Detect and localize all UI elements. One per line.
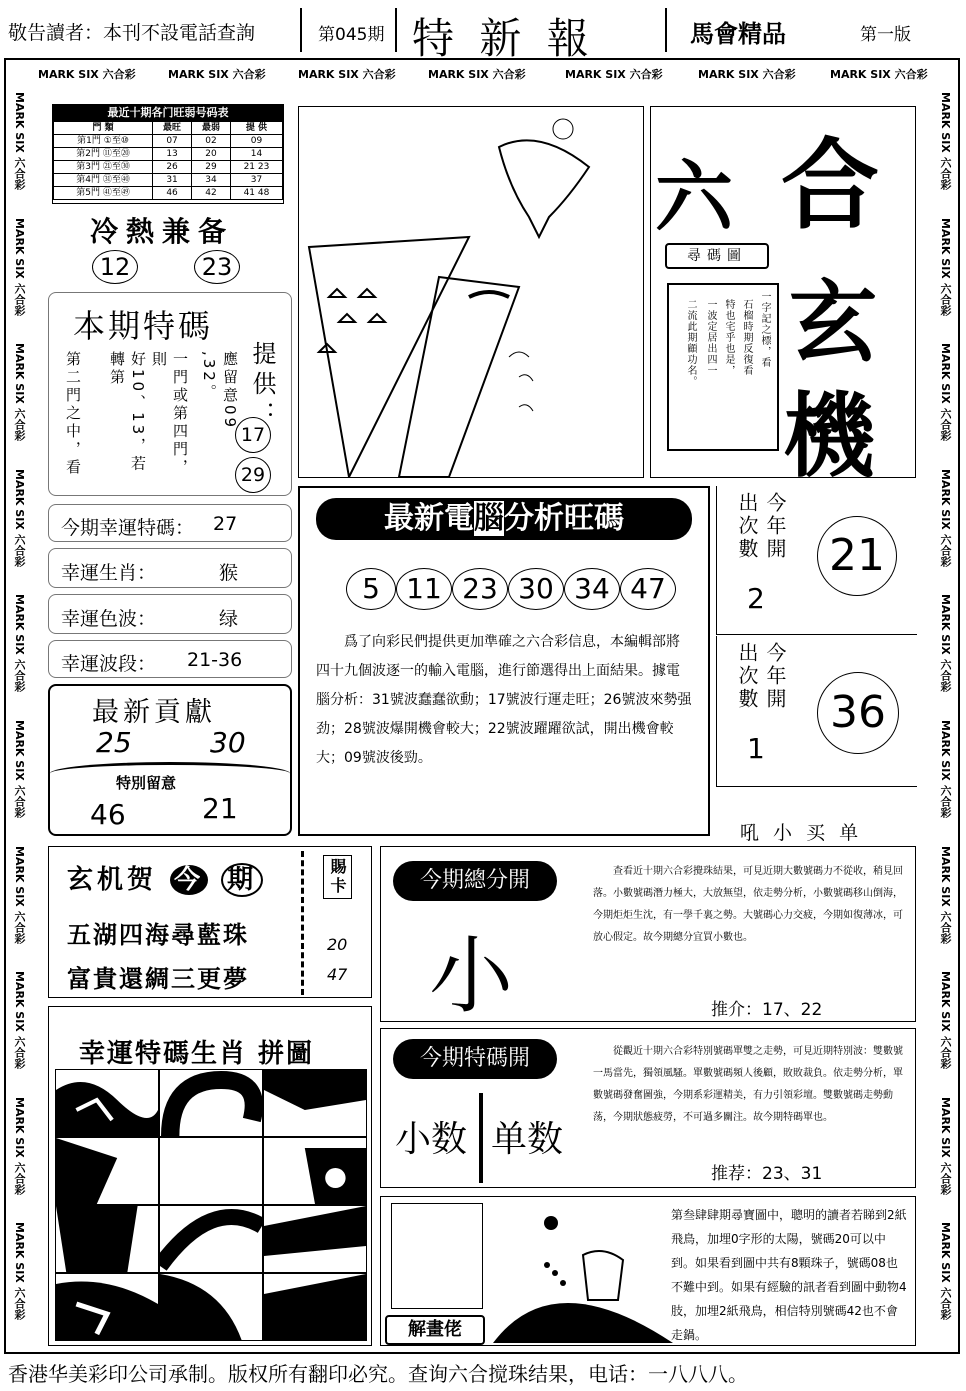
gongxian-number: 30 [210,726,246,759]
lucky-number-label: 今期幸運特碼： [61,517,195,539]
liuhe-char: 合 [781,128,880,243]
strip-item: MARK SIX 六合彩 [168,68,266,81]
scroll-col: 二流此期顧功名。 [685,299,696,387]
strip-item: MARK SIX 六合彩 [939,343,952,441]
table-cell: 第4門 ㉛至㊵ [54,174,153,187]
stat-number: 21 [817,516,897,596]
puzzle-piece [55,1069,159,1137]
lengre-number: 12 [92,250,138,284]
tema-divider [479,1093,483,1183]
table-row [54,148,283,161]
footer-text: 香港华美彩印公司承制。版权所有翻印必究。查询六合搅珠结果，电话：一八八八。 [8,1362,748,1386]
table-header-row [54,122,283,135]
benqi-col: 好10、13，若轉第 [108,351,147,474]
goat-illustration [493,1203,673,1343]
puzzle-piece [263,1273,367,1341]
table-header: 最弱 [192,122,231,135]
computer-number: 5 [346,568,396,610]
lucky-zodiac-value: 猴 [219,562,239,584]
strip-item: MARK SIX 六合彩 [939,1096,952,1195]
benqi-box [48,292,292,496]
xuanji-line: 五湖四海尋藍珠 [67,921,249,949]
puzzle-piece [159,1205,263,1273]
stat-label: 出次數 [735,642,759,711]
table-row [54,174,283,187]
scroll-col: 特也宅乎也是， [723,299,734,376]
dotted-divider [301,851,304,995]
strip-item: MARK SIX 六合彩 [939,1222,952,1321]
stat-label: 今年開 [763,492,787,561]
table-cell: 26 [153,161,192,174]
table-cell: 31 [153,174,192,187]
computer-number: 30 [508,568,564,610]
strip-item: MARK SIX 六合彩 [13,343,26,441]
strip-item: MARK SIX 六合彩 [939,92,952,190]
zongfen-pill: 今期總分開 [393,861,557,901]
jiehua-label: 解畫佬 [385,1315,485,1345]
lucky-color-label: 幸運色波： [61,608,157,630]
computer-number: 47 [620,568,676,610]
strip-item: MARK SIX 六合彩 [939,594,952,693]
lucky-range-label: 幸運波段： [61,653,157,675]
header-divider [300,8,302,52]
puzzle-piece [55,1205,159,1273]
xuanji-side-number: 20 [327,935,348,954]
liuhe-box [650,106,916,490]
strip-item: MARK SIX 六合彩 [939,720,952,818]
puzzle-piece [263,1069,367,1137]
computer-number: 11 [396,568,452,610]
scroll-col: 一波定居出四一 [705,299,716,376]
stat-count: 2 [747,582,765,615]
table-cell: 13 [153,148,192,161]
table-cell: 02 [192,135,231,148]
tema-big: 单数 [491,1119,564,1160]
computer-numbers [346,568,676,610]
strip-item: MARK SIX 六合彩 [13,971,26,1069]
provide-label: 提供： [248,341,276,431]
benqi-number: 29 [235,457,271,493]
brand-text: 馬會精品 [690,20,786,48]
lucky-number-value: 27 [213,513,238,535]
xuanji-title-a: 今 [170,865,208,895]
strip-item: MARK SIX 六合彩 [13,594,26,693]
puzzle-piece [159,1273,263,1341]
puzzle-grid [55,1069,367,1341]
computer-box [298,486,710,836]
puzzle-box [48,1006,372,1346]
lucky-zodiac-label: 幸運生肖： [61,562,157,584]
benqi-number: 17 [235,417,271,453]
strip-item: MARK SIX 六合彩 [298,68,396,81]
xuanji-side-label: 賜卡 [323,855,352,899]
xuanji-title-b: 期 [221,863,263,897]
table-cell: 34 [192,174,231,187]
table-title: 最近十期各门旺弱号码表 [53,105,283,121]
strip-item: MARK SIX 六合彩 [13,845,26,944]
lengre-number: 23 [194,250,240,284]
tema-box [380,1028,916,1188]
table-header: 最旺 [153,122,192,135]
benqi-title: 本期特碼 [73,307,214,345]
strip-item: MARK SIX 六合彩 [38,68,136,81]
strip-item: MARK SIX 六合彩 [565,68,663,81]
jiehua-box [380,1196,916,1346]
puzzle-piece [263,1137,367,1205]
xuanji-title-pre: 玄机贺 [67,865,158,895]
strip-item: MARK SIX 六合彩 [939,468,952,567]
strip-item: MARK SIX 六合彩 [939,971,952,1069]
xuanji-title [67,859,263,896]
tema-pill: 今期特碼開 [393,1039,557,1079]
tema-text: 從觀近十期六合彩特別號碼單雙之走勢，可見近期特別波：雙數號一馬當先，獨領風騷。單數號碼頻人後顧，敗敗裁負。依走勢分析，單數號碼發奮圖強，今期系彩運精美，有力引領彩壇。雙數號碼走勢動荡，今期狀態疲勞，不可過多關注。故今期特碼單也。 [593,1046,903,1123]
strip-item: MARK SIX 六合彩 [830,68,928,81]
strip-item: MARK SIX 六合彩 [13,468,26,567]
ten-issue-table-box [52,104,284,204]
table-cell: 07 [153,135,192,148]
newspaper-title: 特 新 報 [412,14,595,63]
header-divider [665,8,667,52]
table-cell: 第5門 ㊶至㊾ [54,187,153,200]
zongfen-big: 小 [429,927,514,1025]
gongxian-number: 25 [96,726,132,759]
xuanji-line: 富貴還綢三更夢 [67,965,249,993]
seek-label: 尋碼圖 [665,243,769,269]
gongxian-box [48,684,292,836]
computer-number: 23 [452,568,508,610]
gongxian-number: 21 [202,792,238,825]
table-cell: 42 [192,187,231,200]
tema-big: 小数 [395,1119,468,1160]
gongxian-title: 最新貢獻 [92,697,216,728]
left-brand-strip [8,92,30,1347]
scroll [667,283,779,451]
lucky-color-value: 绿 [219,608,239,630]
tema-recommend: 推荐：23、31 [711,1164,823,1184]
table-cell: 14 [230,148,282,161]
computer-title [316,498,692,540]
table-cell: 第2門 ⑪至⑳ [54,148,153,161]
table-row [54,161,283,174]
computer-title-c: 分析旺碼 [504,501,624,536]
stat-block [716,486,917,635]
stat-count: 1 [747,732,765,765]
strip-item: MARK SIX 六合彩 [13,1096,26,1195]
computer-number: 34 [564,568,620,610]
header-divider [395,8,397,52]
issue-number: 第045期 [318,25,385,45]
top-brand-strip [30,66,935,84]
puzzle-piece [159,1069,263,1137]
table-cell: 20 [192,148,231,161]
strip-item: MARK SIX 六合彩 [939,217,952,316]
xuanji-side-number: 47 [327,965,348,984]
benqi-col: 應留意09 ,32。 [200,351,239,431]
lengre-title: 冷熱兼备 [90,215,235,248]
book-illustration [391,1203,483,1309]
table-header: 門 類 [54,122,153,135]
gongxian-number: 46 [90,798,126,831]
xuanji-box [48,846,372,998]
edition-text: 第一版 [860,25,911,45]
table-cell: 41 48 [230,187,282,200]
strip-item: MARK SIX 六合彩 [13,92,26,190]
table-cell: 29 [192,161,231,174]
lucky-zodiac-row [48,548,292,588]
zongfen-box [380,846,916,1025]
zongfen-text: 查看近十期六合彩攪珠結果，可見近期大數號碼力不從收，稍見回落。小數號碼潛力極大，大放無望，依走勢分析，小數號碼移山倒海，今期炬炬生沈，有一學千裏之勢。大號碼心力交疲，今期如復薄冰，可放心假定。故今期總分宜買小數也。 [593,866,903,943]
stat-block [716,636,917,787]
liuhe-char: 機 [783,382,876,490]
puzzle-piece [55,1273,159,1341]
benqi-col: 第二門之中，看 [64,351,82,477]
strip-item: MARK SIX 六合彩 [698,68,796,81]
special-label: 特別留意 [116,774,177,792]
hot-cold-table [53,121,283,200]
table-cell: 37 [230,174,282,187]
table-cell: 46 [153,187,192,200]
strip-item: MARK SIX 六合彩 [428,68,526,81]
right-brand-strip [934,92,956,1347]
table-cell: 第1門 ①至⑩ [54,135,153,148]
table-row [54,135,283,148]
stat-label: 出次數 [735,492,759,561]
table-row [54,187,283,200]
notice-text: 敬告讀者：本刊不設電話查詢 [8,22,256,44]
puzzle-piece [263,1205,367,1273]
lucky-range-row [48,640,292,678]
header [0,0,966,63]
puzzle-piece [159,1137,263,1205]
computer-title-b: 腦 [474,501,504,536]
zongfen-recommend: 推介：17、22 [711,1000,823,1020]
computer-text: 爲了向彩民們提供更加準確之六合彩信息，本編輯部將四十九個波逐一的輸入電腦，進行節選得出上面結果。據電腦分析：31號波蠢蠢欲動；17號波行運走旺；26號波來勢强劲；28號波爆開機會較大；22號波躍躍欲試，開出機會較大；09號波後勁。 [316,634,692,766]
strip-item: MARK SIX 六合彩 [13,1222,26,1321]
strip-item: MARK SIX 六合彩 [13,720,26,818]
strip-item: MARK SIX 六合彩 [939,845,952,944]
jiehua-text: 第叁肆肆期尋寶圖中，聰明的讀者若睇到2紙飛鳥，加埋0字形的太陽，號碼20可以中到。如果看到圖中共有8顆珠子，號碼08也不難中到。如果有經驗的訊者看到圖中動物4肢，加埋2紙飛鳥，相信特別號碼42也不會走鍋。 [671,1208,907,1342]
lucky-number-row [48,504,292,542]
lucky-range-value: 21-36 [187,649,243,671]
table-cell: 09 [230,135,282,148]
liuhe-char: 六 [655,152,734,243]
puzzle-title: 幸運特碼生肖 拼圖 [79,1039,315,1069]
scroll-col: 一字記之標，看 [759,291,770,368]
table-cell: 第3門 ㉑至㉚ [54,161,153,174]
benqi-col: 一門或第四門，則 [150,351,189,477]
scroll-col: 石榴時期反復看 [741,299,752,376]
eagle-illustration [298,106,644,478]
stat-label: 今年開 [763,642,787,711]
puzzle-piece [55,1137,159,1205]
liuhe-char: 玄 [789,270,878,374]
table-cell: 21 23 [230,161,282,174]
computer-title-a: 最新電 [384,501,474,536]
maidan-title: 吼 小 买 单 [740,822,863,844]
table-header: 提 供 [230,122,282,135]
stat-number: 36 [817,672,899,754]
strip-item: MARK SIX 六合彩 [13,217,26,316]
lucky-color-row [48,594,292,634]
